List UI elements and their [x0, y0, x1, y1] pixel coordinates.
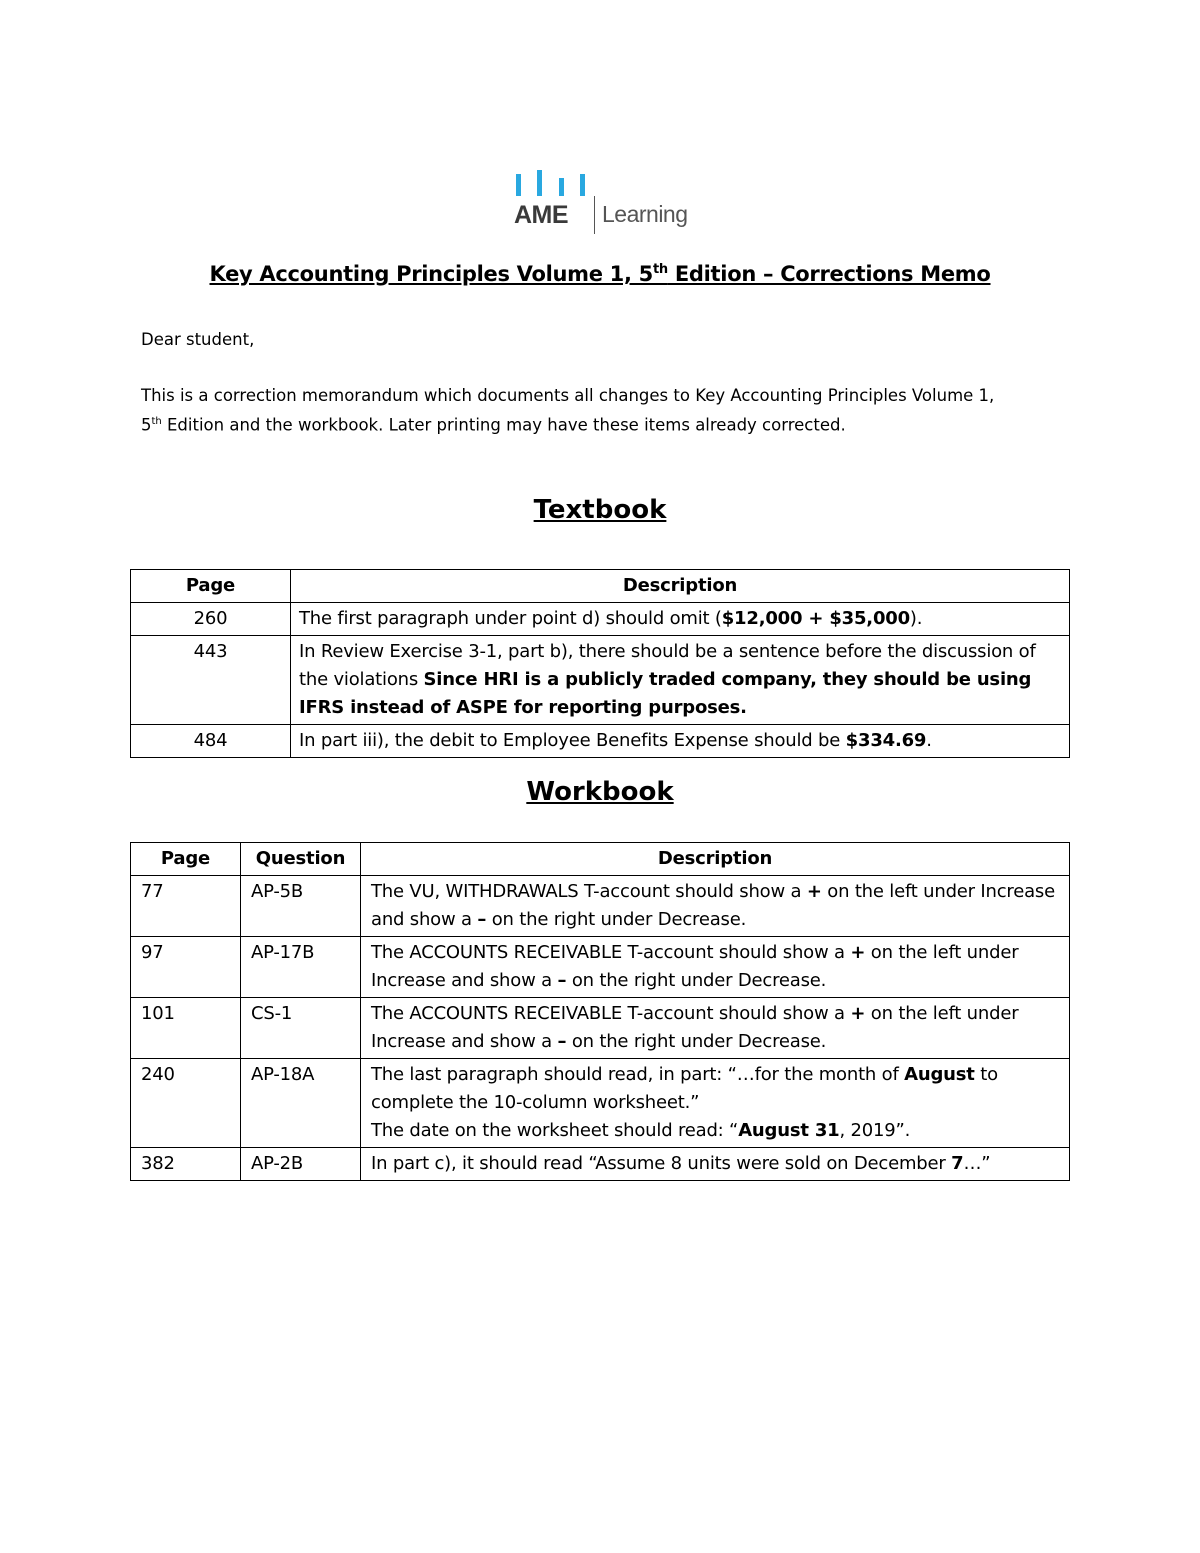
page-cell: 240	[131, 1059, 241, 1148]
greeting: Dear student,	[141, 330, 255, 349]
text-run: to complete the 10-column worksheet.”	[371, 1064, 998, 1113]
page-cell: 260	[131, 603, 291, 636]
text-run: …”	[963, 1153, 991, 1174]
description-cell	[291, 603, 1070, 636]
logo-divider	[594, 196, 595, 234]
col-header-description: Description	[361, 843, 1070, 876]
question-cell: AP-5B	[241, 876, 361, 937]
description-cell	[361, 1148, 1070, 1181]
logo-bar-icon	[537, 170, 542, 196]
ame-learning-logo	[514, 168, 694, 238]
bold-text: August 31	[738, 1120, 840, 1141]
bold-text: +	[850, 942, 866, 963]
page-cell: 77	[131, 876, 241, 937]
description-cell	[361, 998, 1070, 1059]
text-run: The VU, WITHDRAWALS T-account should show a	[371, 881, 807, 902]
page-cell: 443	[131, 636, 291, 725]
text-run: In Review Exercise 3-1, part b), there should be a sentence before the discussion of the violations	[299, 641, 1036, 690]
col-header-page: Page	[131, 570, 291, 603]
table-row	[131, 998, 1070, 1059]
bold-text: –	[557, 970, 567, 991]
col-header-question: Question	[241, 843, 361, 876]
text-run: , 2019”.	[839, 1120, 911, 1141]
logo-bar-icon	[559, 178, 564, 196]
text-run: The date on the worksheet should read: “	[371, 1120, 739, 1141]
bold-text: –	[477, 909, 487, 930]
text-run: In part iii), the debit to Employee Benefits Expense should be	[299, 730, 846, 751]
intro-paragraph: This is a correction memorandum which documents all changes to Key Accounting Principles Volume 1, 5th Edition and the workbook. Later printing may have these items already corrected.	[141, 386, 995, 435]
page-cell: 382	[131, 1148, 241, 1181]
text-run: The ACCOUNTS RECEIVABLE T-account should show a	[371, 942, 851, 963]
description-cell	[361, 1059, 1070, 1148]
page-cell: 484	[131, 725, 291, 758]
table-row	[131, 1059, 1070, 1148]
text-run: on the right under Decrease.	[566, 970, 827, 991]
bold-text: August	[904, 1064, 975, 1085]
table-header-row	[131, 843, 1070, 876]
bold-text: $12,000 + $35,000	[721, 608, 910, 629]
page-title: Key Accounting Principles Volume 1, 5th Edition – Corrections Memo	[209, 262, 991, 286]
text-run: In part c), it should read “Assume 8 units were sold on December	[371, 1153, 952, 1174]
table-row	[131, 603, 1070, 636]
question-cell: AP-2B	[241, 1148, 361, 1181]
description-cell	[361, 876, 1070, 937]
table-row	[131, 1148, 1070, 1181]
col-header-description: Description	[291, 570, 1070, 603]
page-cell: 97	[131, 937, 241, 998]
text-run: on the left under Increase and show a	[371, 942, 1019, 991]
text-run: on the left under Increase and show a	[371, 881, 1055, 930]
description-cell	[361, 937, 1070, 998]
workbook-table	[130, 842, 1070, 1181]
text-run: on the right under Decrease.	[566, 1031, 827, 1052]
table-row	[131, 876, 1070, 937]
text-run: The last paragraph should read, in part: “…for the month of	[371, 1064, 905, 1085]
bold-text: +	[806, 881, 822, 902]
bold-text: –	[557, 1031, 567, 1052]
bold-text: $334.69	[845, 730, 927, 751]
bold-text: 7	[951, 1153, 964, 1174]
text-run: The first paragraph under point d) should omit (	[299, 608, 722, 629]
question-cell: AP-17B	[241, 937, 361, 998]
bold-text: +	[850, 1003, 866, 1024]
text-run: The ACCOUNTS RECEIVABLE T-account should show a	[371, 1003, 851, 1024]
col-header-page: Page	[131, 843, 241, 876]
page-cell: 101	[131, 998, 241, 1059]
text-run: on the left under Increase and show a	[371, 1003, 1019, 1052]
logo-wordmark: Learning	[602, 201, 688, 227]
text-run: .	[926, 730, 932, 751]
table-row	[131, 937, 1070, 998]
description-cell	[291, 725, 1070, 758]
text-run: ).	[909, 608, 923, 629]
table-header-row	[131, 570, 1070, 603]
table-row	[131, 636, 1070, 725]
logo-bar-icon	[580, 174, 585, 196]
description-cell	[291, 636, 1070, 725]
bold-text: Since HRI is a publicly traded company, they should be using IFRS instead of ASPE for reporting purposes.	[299, 669, 1032, 718]
textbook-heading: Textbook	[533, 495, 667, 525]
question-cell: CS-1	[241, 998, 361, 1059]
logo-brand: AME	[514, 201, 569, 229]
text-run: on the right under Decrease.	[486, 909, 747, 930]
question-cell: AP-18A	[241, 1059, 361, 1148]
workbook-heading: Workbook	[526, 777, 674, 807]
textbook-table	[130, 569, 1070, 758]
logo-bar-icon	[516, 174, 521, 196]
table-row	[131, 725, 1070, 758]
